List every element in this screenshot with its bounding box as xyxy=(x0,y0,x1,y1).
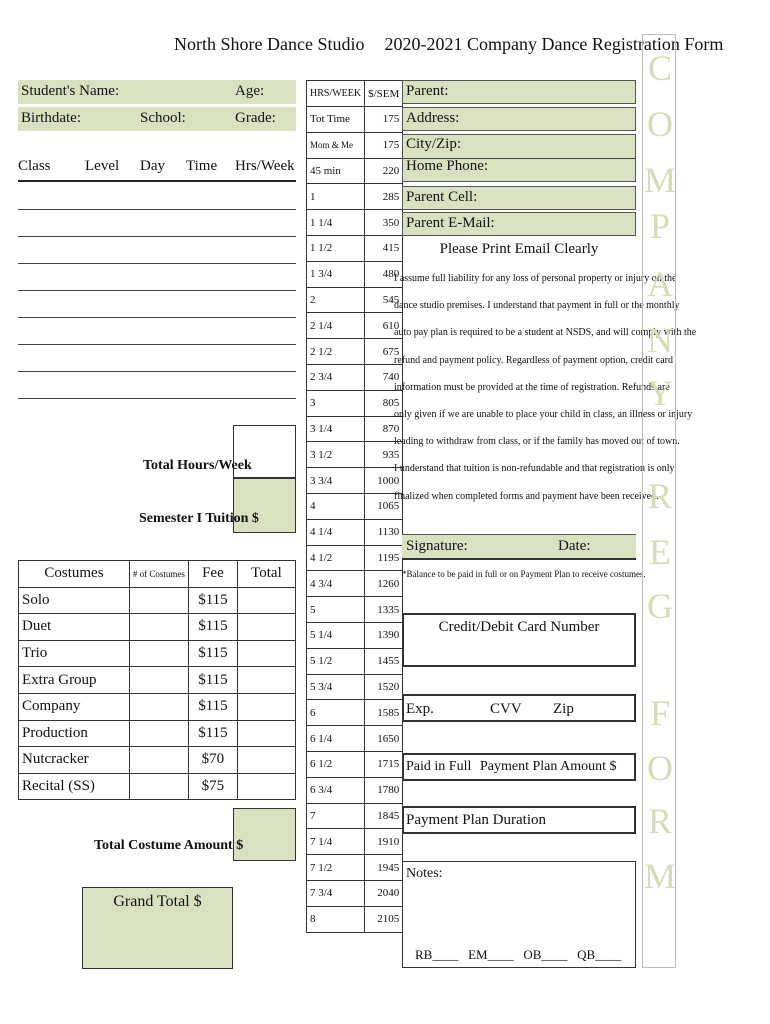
costume-name: Company xyxy=(19,693,130,720)
student-name-label: Student's Name: xyxy=(21,83,120,99)
cvv-label: CVV xyxy=(490,701,522,717)
costume-fee: $115 xyxy=(188,720,237,747)
notes-label: Notes: xyxy=(406,866,443,881)
rate-hours: 6 3/4 xyxy=(307,777,365,803)
costume-name: Recital (SS) xyxy=(19,773,130,800)
print-email-note: Please Print Email Clearly xyxy=(439,241,599,257)
costume-row xyxy=(19,614,296,641)
costume-qty[interactable] xyxy=(129,720,188,747)
costume-total[interactable] xyxy=(237,720,295,747)
rate-price: 1195 xyxy=(365,545,403,571)
signature-label: Signature: xyxy=(406,538,468,554)
rate-hours: 7 1/2 xyxy=(307,855,365,881)
liability-text xyxy=(394,265,697,510)
banner-letter: Y xyxy=(647,373,673,413)
costume-total[interactable] xyxy=(237,747,295,774)
rate-price: 1780 xyxy=(365,777,403,803)
costume-fee: $115 xyxy=(188,614,237,641)
rate-hours: 6 xyxy=(307,700,365,726)
rate-row xyxy=(307,364,403,390)
costume-name: Extra Group xyxy=(19,667,130,694)
rate-row xyxy=(307,622,403,648)
costume-qty[interactable] xyxy=(129,614,188,641)
banner-letter: R xyxy=(647,801,672,841)
banner-letter: P xyxy=(649,206,671,246)
banner-letter: F xyxy=(649,693,671,733)
costume-fee: $75 xyxy=(188,773,237,800)
hrs-week-header: HRS/WEEK xyxy=(307,81,365,107)
rate-hours: 6 1/4 xyxy=(307,726,365,752)
costumes-header: Costumes xyxy=(19,561,130,588)
class-line[interactable] xyxy=(18,344,296,345)
costume-total-label: Total Costume Amount $ xyxy=(94,838,244,853)
costume-fee: $115 xyxy=(188,693,237,720)
rate-hours: 5 1/2 xyxy=(307,648,365,674)
rate-hours: 3 1/2 xyxy=(307,442,365,468)
rate-price: 545 xyxy=(365,287,403,313)
costume-name: Production xyxy=(19,720,130,747)
card-number-label: Credit/Debit Card Number xyxy=(438,619,600,635)
school-label: School: xyxy=(140,110,186,126)
rate-row xyxy=(307,107,403,133)
rate-price: 610 xyxy=(365,313,403,339)
costume-total[interactable] xyxy=(237,667,295,694)
address-label: Address: xyxy=(406,110,460,126)
banner-letter: M xyxy=(643,160,676,200)
costume-qty[interactable] xyxy=(129,693,188,720)
parent-label: Parent: xyxy=(406,83,449,99)
costume-name: Nutcracker xyxy=(19,747,130,774)
paid-full-label: Paid in Full xyxy=(406,759,472,774)
rate-price: 1585 xyxy=(365,700,403,726)
class-line[interactable] xyxy=(18,317,296,318)
grand-total-label: Grand Total $ xyxy=(113,893,202,910)
rate-hours: 5 3/4 xyxy=(307,674,365,700)
rate-price: 935 xyxy=(365,442,403,468)
studio-name: North Shore Dance Studio xyxy=(174,34,365,54)
costumes-header-row xyxy=(19,561,296,588)
rate-row xyxy=(307,777,403,803)
costume-total[interactable] xyxy=(237,614,295,641)
rate-price: 285 xyxy=(365,184,403,210)
liability-line: information must be provided at the time of registration. Refunds are xyxy=(394,381,670,393)
rate-hours: 3 xyxy=(307,390,365,416)
rates-header-row xyxy=(307,81,403,107)
rate-hours: 5 xyxy=(307,597,365,623)
banner-letter: R xyxy=(647,476,672,516)
rate-price: 175 xyxy=(365,132,403,158)
costume-total[interactable] xyxy=(237,773,295,800)
banner-letter: C xyxy=(647,48,672,88)
day-header: Day xyxy=(140,158,165,174)
sem-header: $/SEM xyxy=(365,81,403,107)
rate-hours: 7 3/4 xyxy=(307,880,365,906)
rate-row xyxy=(307,184,403,210)
costume-qty[interactable] xyxy=(129,773,188,800)
rate-row xyxy=(307,158,403,184)
rate-hours: 2 xyxy=(307,287,365,313)
rate-hours: 2 1/2 xyxy=(307,339,365,365)
rate-row xyxy=(307,571,403,597)
hrsweek-header: Hrs/Week xyxy=(235,158,295,174)
rate-row xyxy=(307,855,403,881)
balance-note: *Balance to be paid in full or on Payment Plan to receive costumes. xyxy=(402,569,646,579)
rate-price: 1130 xyxy=(365,519,403,545)
class-header: Class xyxy=(18,158,51,174)
cell-label: Parent Cell: xyxy=(406,189,478,205)
rate-hours: 1 1/4 xyxy=(307,210,365,236)
rate-row xyxy=(307,261,403,287)
costume-fee: $115 xyxy=(188,640,237,667)
rate-price: 1260 xyxy=(365,571,403,597)
rate-row xyxy=(307,442,403,468)
rate-row xyxy=(307,545,403,571)
rate-row xyxy=(307,880,403,906)
costume-total[interactable] xyxy=(237,640,295,667)
rate-row xyxy=(307,493,403,519)
rate-price: 2040 xyxy=(365,880,403,906)
costume-row xyxy=(19,693,296,720)
rate-hours: 1 1/2 xyxy=(307,235,365,261)
rate-row xyxy=(307,751,403,777)
banner-letter: O xyxy=(647,104,673,144)
costume-total[interactable] xyxy=(237,587,295,614)
rate-hours: 2 1/4 xyxy=(307,313,365,339)
level-header: Level xyxy=(85,158,120,174)
zip-label: Zip xyxy=(553,701,574,717)
costume-row xyxy=(19,773,296,800)
rate-row xyxy=(307,468,403,494)
rate-row xyxy=(307,597,403,623)
tuition-label: Semester I Tuition $ xyxy=(139,511,259,526)
rate-hours: 7 xyxy=(307,803,365,829)
liability-line: refund and payment policy. Regardless of payment option, credit card xyxy=(394,354,673,366)
exp-label: Exp. xyxy=(406,701,434,717)
rate-hours: 3 3/4 xyxy=(307,468,365,494)
costume-qty[interactable] xyxy=(129,667,188,694)
rate-row xyxy=(307,210,403,236)
rate-price: 1000 xyxy=(365,468,403,494)
rate-price: 1910 xyxy=(365,829,403,855)
office-initials: RB____ EM____ OB____ QB____ xyxy=(415,947,622,962)
plan-duration-label: Payment Plan Duration xyxy=(406,812,546,828)
class-line[interactable] xyxy=(18,236,296,237)
liability-line: I assume full liability for any loss of personal property or injury on the xyxy=(394,273,677,284)
home-phone-label: Home Phone: xyxy=(406,158,489,174)
rate-hours: 7 1/4 xyxy=(307,829,365,855)
rate-hours: 4 1/4 xyxy=(307,519,365,545)
page-title xyxy=(174,34,723,55)
costume-qty[interactable] xyxy=(129,587,188,614)
rate-hours: 4 1/2 xyxy=(307,545,365,571)
banner-letter: E xyxy=(649,532,671,572)
total-hours-label: Total Hours/Week xyxy=(143,458,252,473)
rate-price: 870 xyxy=(365,416,403,442)
grade-label: Grade: xyxy=(235,110,276,126)
rate-price: 1065 xyxy=(365,493,403,519)
rate-row xyxy=(307,803,403,829)
rate-price: 805 xyxy=(365,390,403,416)
costume-fee: $115 xyxy=(188,587,237,614)
rate-price: 1455 xyxy=(365,648,403,674)
costume-row xyxy=(19,587,296,614)
age-label: Age: xyxy=(235,83,265,99)
costume-fee: $70 xyxy=(188,747,237,774)
rate-price: 2105 xyxy=(365,906,403,932)
total-header: Total xyxy=(237,561,295,588)
costume-name: Duet xyxy=(19,614,130,641)
rate-price: 1520 xyxy=(365,674,403,700)
rate-hours: Mom & Me xyxy=(307,132,365,158)
rate-price: 175 xyxy=(365,107,403,133)
costumes-table xyxy=(18,560,296,800)
rate-price: 220 xyxy=(365,158,403,184)
liability-line: only given if we are unable to place your child in class, an illness or injury xyxy=(394,409,693,421)
time-header: Time xyxy=(186,158,218,174)
liability-line: leading to withdraw from class, or if the family has moved out of town. xyxy=(394,436,680,448)
rate-price: 350 xyxy=(365,210,403,236)
rate-row xyxy=(307,519,403,545)
liability-line: I understand that tuition is non-refundable and that registration is only xyxy=(394,463,675,475)
liability-line: auto pay plan is required to be a student at NSDS, and will comply with the xyxy=(394,327,697,339)
rate-row xyxy=(307,132,403,158)
form-title: 2020-2021 Company Dance Registration Form xyxy=(384,34,724,54)
costume-row xyxy=(19,640,296,667)
rate-row xyxy=(307,726,403,752)
rate-row xyxy=(307,829,403,855)
costume-qty[interactable] xyxy=(129,747,188,774)
rate-hours: 1 3/4 xyxy=(307,261,365,287)
rate-hours: 2 3/4 xyxy=(307,364,365,390)
costume-row xyxy=(19,747,296,774)
class-line[interactable] xyxy=(18,263,296,264)
rate-price: 480 xyxy=(365,261,403,287)
rate-row xyxy=(307,235,403,261)
rate-price: 1845 xyxy=(365,803,403,829)
costume-name: Solo xyxy=(19,587,130,614)
rate-row xyxy=(307,416,403,442)
company-reg-form-banner xyxy=(642,34,676,968)
rate-price: 740 xyxy=(365,364,403,390)
banner-letter: G xyxy=(647,586,673,626)
class-header-rule xyxy=(18,180,296,182)
cityzip-label: City/Zip: xyxy=(406,136,462,152)
rate-row xyxy=(307,390,403,416)
rate-hours: 8 xyxy=(307,906,365,932)
costume-row xyxy=(19,667,296,694)
costume-qty[interactable] xyxy=(129,640,188,667)
rate-row xyxy=(307,339,403,365)
rate-hours: 5 1/4 xyxy=(307,622,365,648)
rate-row xyxy=(307,313,403,339)
rates-table xyxy=(306,80,403,933)
class-line[interactable] xyxy=(18,290,296,291)
date-label: Date: xyxy=(558,538,591,554)
rate-price: 1390 xyxy=(365,622,403,648)
rate-price: 1715 xyxy=(365,751,403,777)
rate-row xyxy=(307,700,403,726)
rate-price: 1335 xyxy=(365,597,403,623)
rate-hours: 4 3/4 xyxy=(307,571,365,597)
banner-letter: N xyxy=(647,320,673,360)
costume-name: Trio xyxy=(19,640,130,667)
plan-amount-label: Payment Plan Amount $ xyxy=(480,759,617,774)
rate-hours: 6 1/2 xyxy=(307,751,365,777)
rate-price: 675 xyxy=(365,339,403,365)
rate-row xyxy=(307,287,403,313)
rate-row xyxy=(307,648,403,674)
costume-row xyxy=(19,720,296,747)
rate-hours: 3 1/4 xyxy=(307,416,365,442)
rate-price: 1650 xyxy=(365,726,403,752)
rate-hours: 45 min xyxy=(307,158,365,184)
liability-line: finalized when completed forms and payment have been received. xyxy=(394,490,659,502)
class-line[interactable] xyxy=(18,398,296,399)
banner-letter: O xyxy=(647,748,673,788)
class-line[interactable] xyxy=(18,209,296,210)
banner-letter: M xyxy=(643,856,676,896)
rate-row xyxy=(307,674,403,700)
rate-hours: 4 xyxy=(307,493,365,519)
rate-price: 1945 xyxy=(365,855,403,881)
costume-total[interactable] xyxy=(237,693,295,720)
liability-line: dance studio premises. I understand that payment in full or the monthly xyxy=(394,300,680,312)
num-costumes-header: # of Costumes xyxy=(129,561,188,588)
birthdate-label: Birthdate: xyxy=(21,110,81,126)
banner-letter: A xyxy=(647,264,673,304)
rate-row xyxy=(307,906,403,932)
fee-header: Fee xyxy=(188,561,237,588)
class-line[interactable] xyxy=(18,371,296,372)
rate-hours: Tot Time xyxy=(307,107,365,133)
rate-hours: 1 xyxy=(307,184,365,210)
rate-price: 415 xyxy=(365,235,403,261)
email-label: Parent E-Mail: xyxy=(406,215,495,231)
costume-fee: $115 xyxy=(188,667,237,694)
